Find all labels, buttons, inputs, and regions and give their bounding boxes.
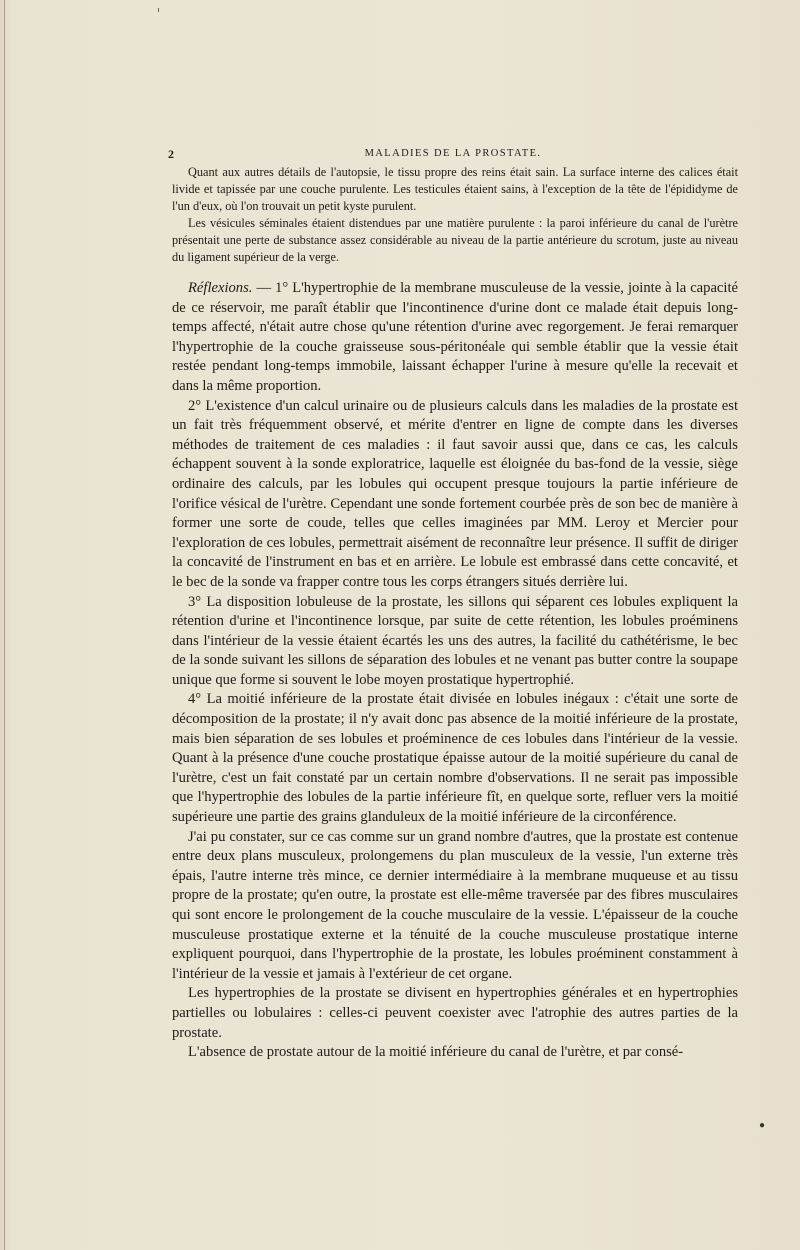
body-paragraph: 2° L'existence d'un calcul urinaire ou de plusieurs calculs dans les maladies de la prostate est un fait très fréquemment observé, et mérite d'entrer en ligne de compte dans les diverses méthodes de traitement de ces maladies : il faut savoir aussi que, dans ce cas, les calculs échappent souvent à la sonde exploratrice, laquelle est éloignée du bas-fond de la vessie, siège ordinaire des calculs, par les lobules qui occupent presque toujours la partie inférieure de l'orifice vésical de l'urètre. Cependant une sonde fortement courbée près de son bec de manière à former une sorte de coude, telles que celles imaginées par MM. Leroy et Mercier pour l'exploration de ces lobules, permettrait aisément de reconnaître leur présence. Il suffit de diriger la concavité de l'instrument en bas et en arrière. Le lobule est embrassé dans cette concavité, et le bec de la sonde va frapper contre tous les corps étrangers situés derrière lui. [172, 397, 738, 590]
page-header [168, 147, 738, 163]
binding-edge [4, 0, 5, 1250]
body-paragraph: 4° La moitié inférieure de la prostate était divisée en lobules inégaux : c'était une sorte de décomposition de la prostate; il n'y avait donc pas absence de la moitié inférieure de la prostate, mais bien séparation de ses lobules et proéminence de ces lobules dans l'intérieur de la vessie. Quant à la présence d'une couche prostatique épaisse autour de la moitié supérieure du canal de l'urètre, c'est un fait constaté par un certain nombre d'observations. Il ne serait pas impossible que l'hypertrophie des lobules de la partie inférieure fît, en quelque sorte, refluer vers la moitié supérieure une partie des grains glanduleux de la moitié inférieure de la circonférence. [172, 691, 738, 826]
body-paragraph: L'absence de prostate autour de la moitié inférieure du canal de l'urètre, et par consé- [188, 1044, 684, 1061]
reflexions-section [172, 279, 738, 1063]
running-title: MALADIES DE LA PROSTATE. [364, 148, 542, 159]
autopsy-paragraph: Quant aux autres détails de l'autopsie, le tissu propre des reins était sain. La surface interne des calices était livide et tapissée par une couche purulente. Les testicules étaient sains, à l'exception de la tête de l'épididyme de l'un d'eux, où l'on trouvait un petit kyste purulent. [172, 165, 738, 213]
page-mark [158, 8, 159, 12]
body-paragraph: J'ai pu constater, sur ce cas comme sur un grand nombre d'autres, que la prostate est contenue entre deux plans musculeux, prolongemens du plan musculeux de la vessie, l'un externe très épais, l'autre interne très mince, ce dernier intermédiaire à la membrane muqueuse et au tissu propre de la prostate; qu'en outre, la prostate est elle-même traversée par des fibres musculaires qui sont encore le prolongement de la couche musculaire de la vessie. L'épaisseur de la couche musculeuse prostatique externe et la ténuité de la couche musculeuse prostatique interne expliquent pourquoi, dans l'hypertrophie de la prostate, les lobules proéminent constamment à l'intérieur de la vessie et jamais à l'extérieur de cet organe. [172, 828, 738, 982]
body-paragraph: Les hypertrophies de la prostate se divisent en hypertrophies générales et en hypertrophies partielles ou lobulaires : celles-ci peuvent coexister avec l'atrophie des autres parties de la prostate. [172, 985, 738, 1041]
printer-mark-icon: ● [759, 1120, 766, 1131]
reflexions-heading: Réflexions. [188, 280, 253, 296]
autopsy-paragraph: Les vésicules séminales étaient distendues par une matière purulente : la paroi inférieure du canal de l'urètre présentait une perte de substance assez considérable au niveau de la partie antérieure du scrotum, juste au niveau du ligament supérieur de la verge. [172, 216, 738, 264]
autopsy-details [172, 164, 738, 266]
reflexions-text: — 1° L'hypertrophie de la membrane musculeuse de la vessie, jointe à la capacité de ce réservoir, me paraît établir que l'incontinence d'urine dont ce malade était depuis long-temps affecté, n'était autre chose qu'une rétention d'urine avec regorgement. Je ferai remarquer l'hypertrophie de la couche graisseuse sous-péritonéale qui semble établir que la vessie était restée pendant long-temps immobile, laissant échapper l'urine à mesure qu'elle la recevait et dans la même proportion. [172, 280, 739, 394]
page-number: 2 [168, 147, 174, 161]
reflexions-paragraph-1 [172, 279, 738, 397]
body-paragraph: 3° La disposition lobuleuse de la prostate, les sillons qui séparent ces lobules expliquent la rétention d'urine et l'incontinence lorsque, par suite de cette rétention, les lobules proéminens dans l'intérieur de la vessie étaient écartés les uns des autres, la facilité du cathétérisme, le bec de la sonde suivant les sillons de séparation des lobules et ne venant pas butter contre la soupape unique que forme si souvent le lobe moyen prostatique hypertrophié. [172, 593, 738, 688]
